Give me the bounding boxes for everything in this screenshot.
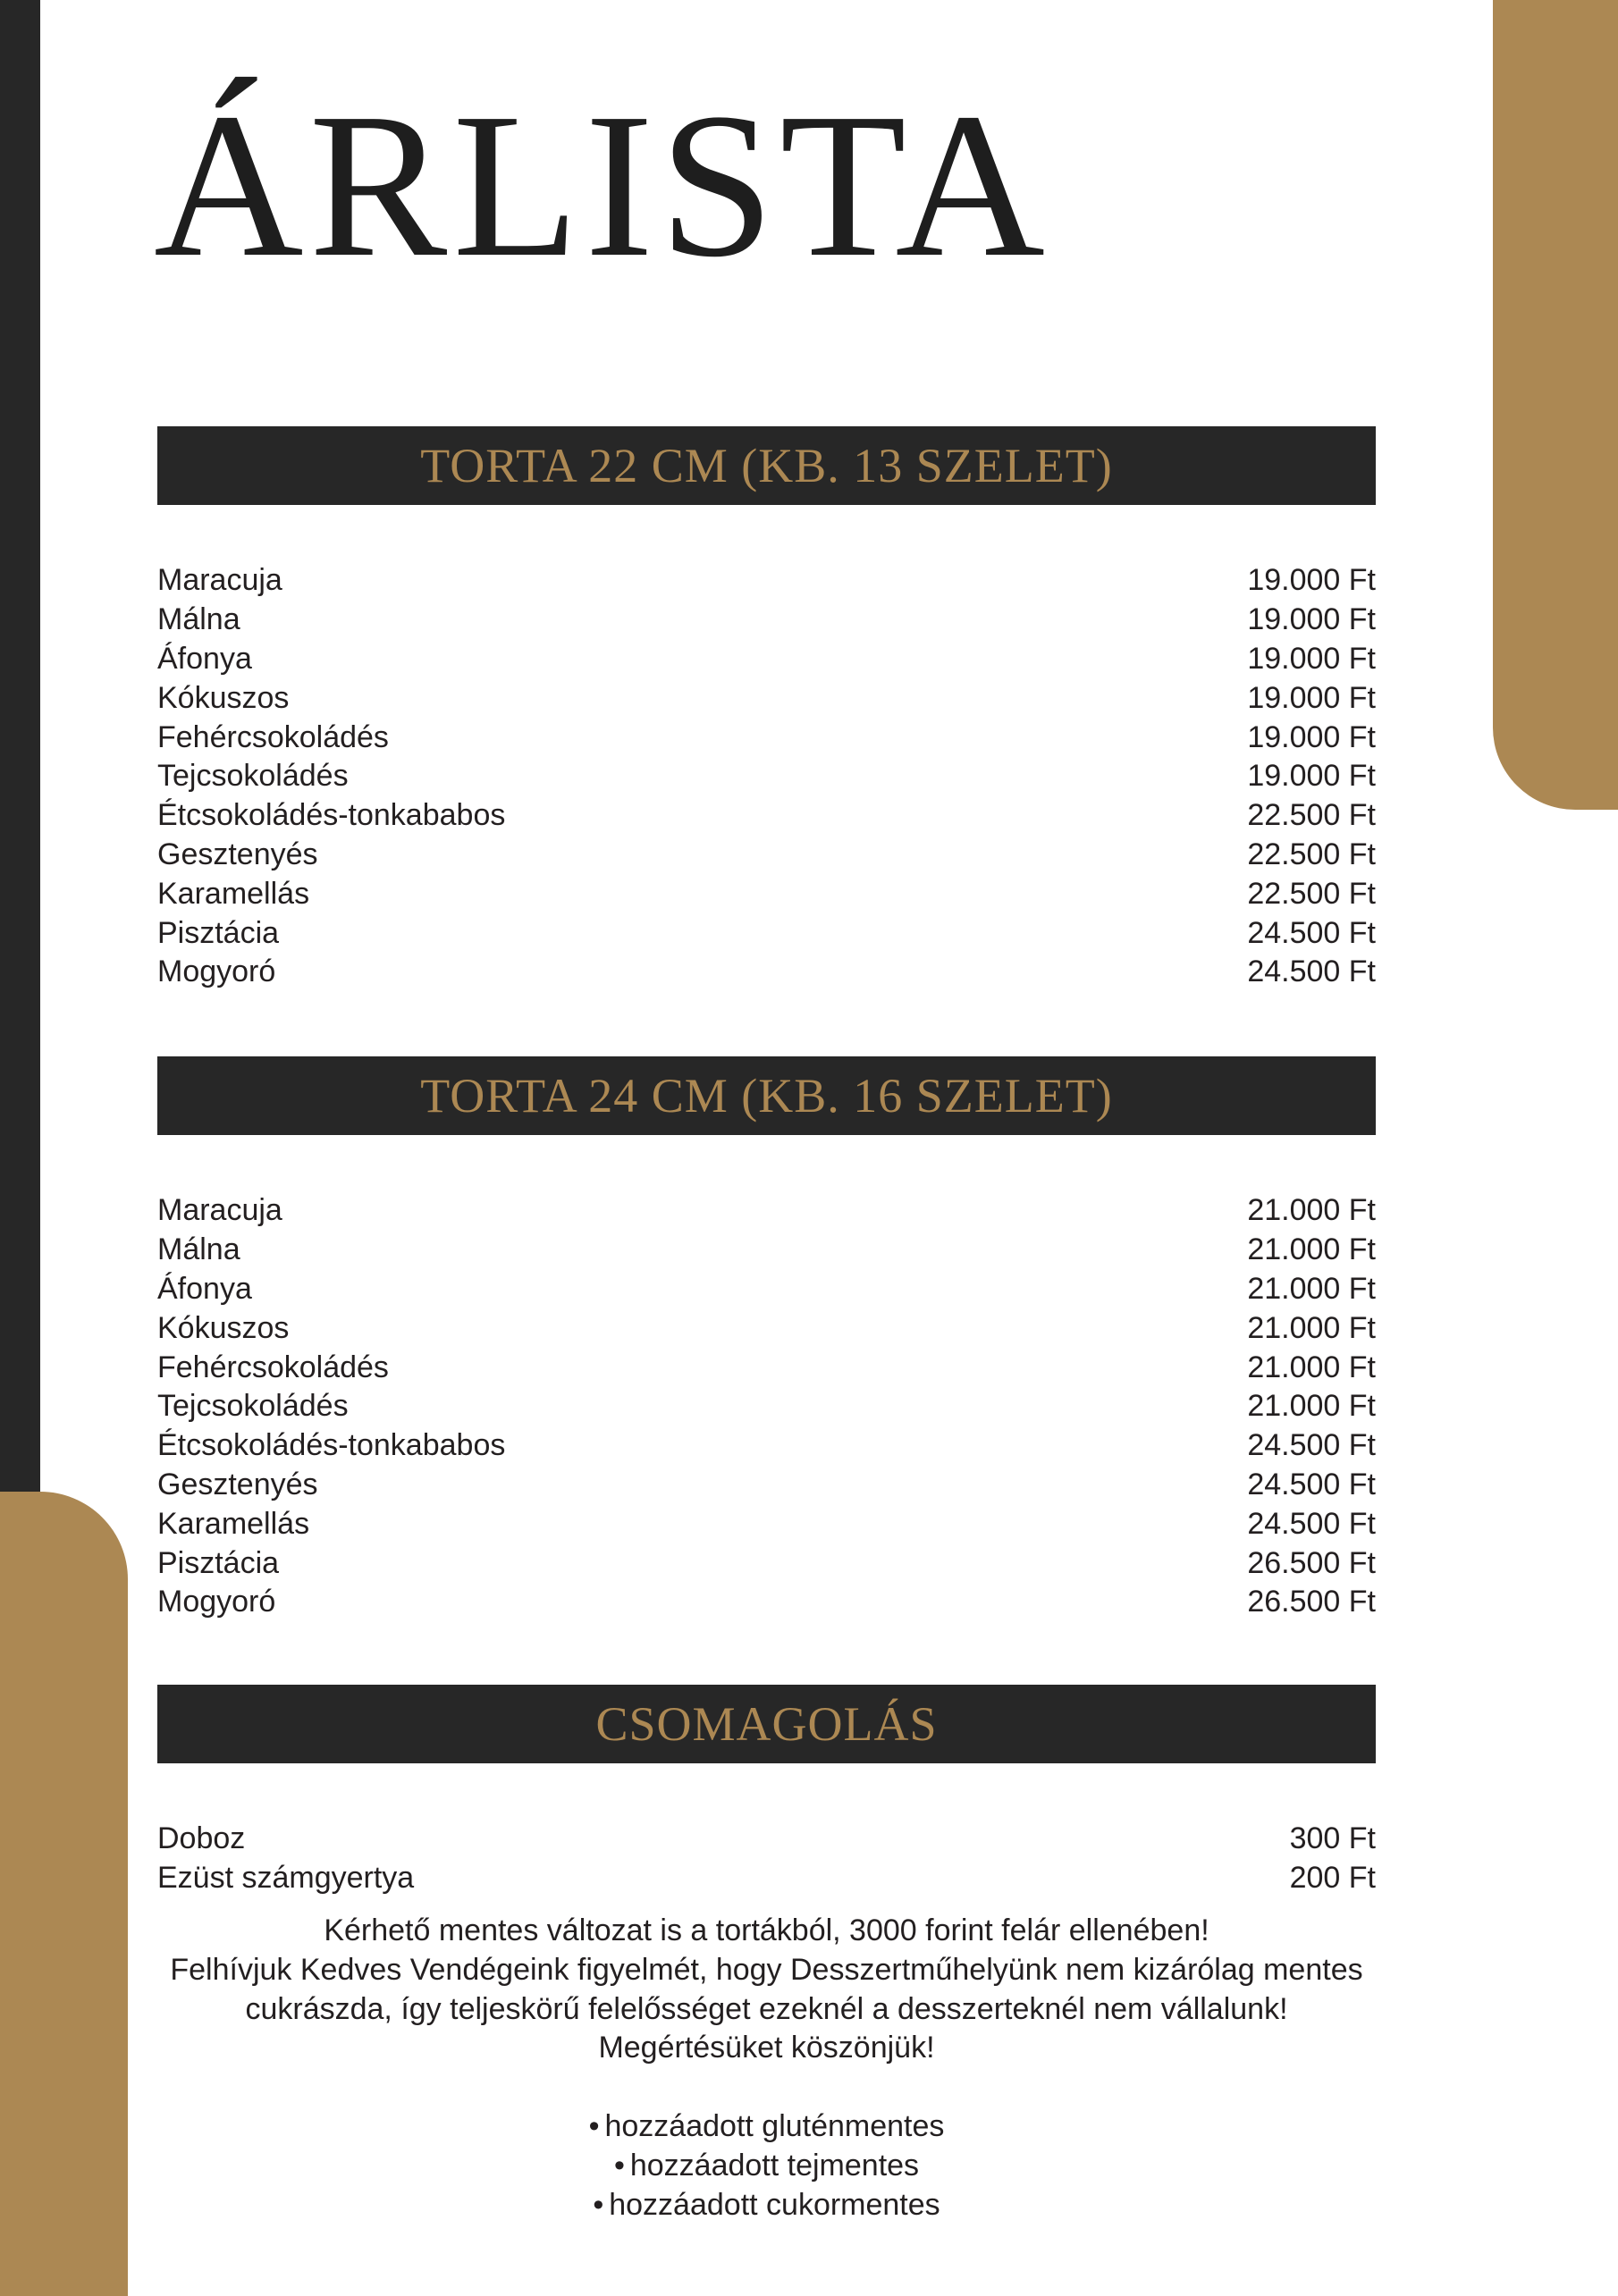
item-price: 21.000 Ft <box>1247 1350 1376 1384</box>
item-name: Mogyoró <box>157 955 276 989</box>
item-name: Maracuja <box>157 563 282 598</box>
item-price: 21.000 Ft <box>1247 1271 1376 1306</box>
item-price: 21.000 Ft <box>1247 1310 1376 1345</box>
item-name: Tejcsokoládés <box>157 759 349 794</box>
page-title: ÁRLISTA <box>154 71 1050 300</box>
list-item <box>157 913 1376 953</box>
bullet-text: hozzáadott tejmentes <box>629 2148 920 2182</box>
section-heading-torta-22: TORTA 22 CM (KB. 13 SZELET) <box>157 426 1376 505</box>
notes-block <box>157 1912 1376 2068</box>
list-item <box>157 1426 1376 1466</box>
item-price: 24.500 Ft <box>1247 1467 1376 1501</box>
item-price: 22.500 Ft <box>1247 837 1376 871</box>
bullet-icon: • <box>593 2187 604 2222</box>
item-price: 19.000 Ft <box>1247 759 1376 794</box>
item-name: Karamellás <box>157 876 310 911</box>
list-item <box>157 1504 1376 1543</box>
item-price: 22.500 Ft <box>1247 876 1376 911</box>
item-name: Kókuszos <box>157 680 290 715</box>
item-price: 22.500 Ft <box>1247 798 1376 833</box>
item-price: 19.000 Ft <box>1247 563 1376 598</box>
item-name: Tejcsokoládés <box>157 1389 349 1424</box>
item-name: Málna <box>157 1232 240 1267</box>
item-price: 200 Ft <box>1289 1861 1376 1896</box>
price-list-torta-24 <box>157 1191 1376 1622</box>
item-price: 21.000 Ft <box>1247 1389 1376 1424</box>
item-name: Pisztácia <box>157 915 280 950</box>
note-line: cukrászda, így teljeskörű felelősséget ezeknél a desszerteknél nem vállalunk! <box>245 1991 1288 2026</box>
item-name: Fehércsokoládés <box>157 719 389 754</box>
list-item <box>157 1387 1376 1426</box>
list-item <box>157 678 1376 718</box>
bullet-icon: • <box>588 2109 600 2143</box>
list-item <box>157 718 1376 757</box>
item-price: 19.000 Ft <box>1247 602 1376 637</box>
list-item <box>157 1270 1376 1309</box>
item-price: 19.000 Ft <box>1247 719 1376 754</box>
item-price: 26.500 Ft <box>1247 1545 1376 1580</box>
item-price: 21.000 Ft <box>1247 1193 1376 1228</box>
item-price: 24.500 Ft <box>1247 1428 1376 1463</box>
item-price: 19.000 Ft <box>1247 641 1376 676</box>
item-name: Gesztenyés <box>157 1467 318 1501</box>
note-line: Megértésüket köszönjük! <box>598 2031 935 2065</box>
item-name: Kókuszos <box>157 1310 290 1345</box>
item-price: 24.500 Ft <box>1247 915 1376 950</box>
list-item <box>157 1308 1376 1348</box>
list-item <box>157 1466 1376 1505</box>
item-name: Pisztácia <box>157 1545 280 1580</box>
section-heading-csomagolas: CSOMAGOLÁS <box>157 1685 1376 1763</box>
item-name: Gesztenyés <box>157 837 318 871</box>
dietary-bullet-list <box>157 2107 1376 2225</box>
item-price: 21.000 Ft <box>1247 1232 1376 1267</box>
item-name: Étcsokoládés-tonkababos <box>157 1428 506 1463</box>
list-item <box>157 1348 1376 1387</box>
item-name: Áfonya <box>157 641 252 676</box>
item-price: 300 Ft <box>1289 1821 1376 1856</box>
list-item <box>157 2107 1376 2147</box>
list-item <box>157 874 1376 913</box>
left-dark-stripe <box>0 0 40 1510</box>
list-item <box>157 601 1376 640</box>
item-price: 24.500 Ft <box>1247 1506 1376 1541</box>
item-name: Áfonya <box>157 1271 252 1306</box>
list-item <box>157 640 1376 679</box>
item-price: 19.000 Ft <box>1247 680 1376 715</box>
bullet-text: hozzáadott cukormentes <box>609 2187 940 2222</box>
item-name: Karamellás <box>157 1506 310 1541</box>
item-name: Mogyoró <box>157 1585 276 1619</box>
item-name: Fehércsokoládés <box>157 1350 389 1384</box>
item-name: Ezüst számgyertya <box>157 1861 415 1896</box>
bullet-icon: • <box>613 2148 625 2182</box>
list-item <box>157 1543 1376 1583</box>
list-item <box>157 2186 1376 2225</box>
list-item <box>157 561 1376 601</box>
left-gold-block <box>0 1492 128 2296</box>
note-line: Felhívjuk Kedves Vendégeink figyelmét, hogy Desszertműhelyünk nem kizárólag mentes <box>170 1952 1363 1987</box>
list-item <box>157 1859 1376 1898</box>
item-price: 26.500 Ft <box>1247 1585 1376 1619</box>
item-name: Étcsokoládés-tonkababos <box>157 798 506 833</box>
item-name: Maracuja <box>157 1193 282 1228</box>
item-name: Doboz <box>157 1821 246 1856</box>
list-item <box>157 1191 1376 1231</box>
item-name: Málna <box>157 602 240 637</box>
list-item <box>157 757 1376 796</box>
note-line: Kérhető mentes változat is a tortákból, 3000 forint felár ellenében! <box>324 1913 1209 1947</box>
list-item <box>157 1231 1376 1270</box>
list-item <box>157 836 1376 875</box>
list-item <box>157 2147 1376 2186</box>
list-item <box>157 1820 1376 1859</box>
price-list-csomagolas <box>157 1820 1376 1898</box>
right-gold-block <box>1493 0 1618 810</box>
item-price: 24.500 Ft <box>1247 955 1376 989</box>
list-item <box>157 1583 1376 1622</box>
section-heading-torta-24: TORTA 24 CM (KB. 16 SZELET) <box>157 1056 1376 1135</box>
list-item <box>157 953 1376 992</box>
price-list-torta-22 <box>157 561 1376 992</box>
list-item <box>157 796 1376 836</box>
bullet-text: hozzáadott gluténmentes <box>604 2109 945 2143</box>
